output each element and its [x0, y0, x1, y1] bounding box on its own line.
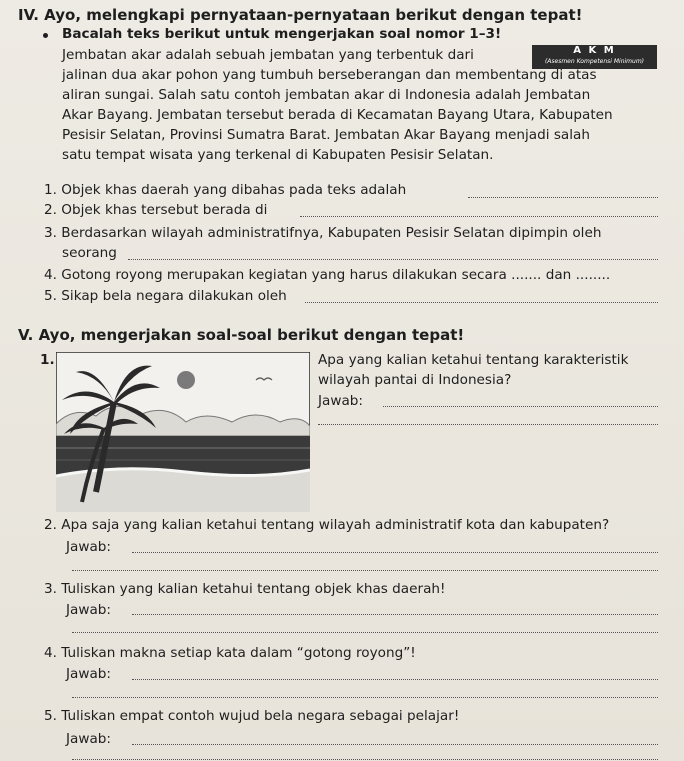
essay-question-3: 3. Tuliskan yang kalian ketahui tentang objek khas daerah! [44, 581, 446, 597]
fill-question-4-blank2[interactable]: ........ [575, 267, 611, 283]
essay-answer-line-5a[interactable] [132, 744, 658, 745]
essay-question-1-number: 1. [40, 352, 55, 368]
paragraph-line-1: Jembatan akar adalah sebuah jembatan yang terbentuk dari [62, 47, 474, 63]
akm-badge-title: A K M [573, 45, 616, 56]
paragraph-line-5: Pesisir Selatan, Provinsi Sumatra Barat. Jembatan Akar Bayang menjadi salah [62, 127, 590, 143]
paragraph-line-3: aliran sungai. Salah satu contoh jembatan akar di Indonesia adalah Jembatan [62, 87, 591, 103]
essay-question-5: 5. Tuliskan empat contoh wujud bela negara sebagai pelajar! [44, 708, 460, 724]
paragraph-line-2: jalinan dua akar pohon yang tumbuh berseberangan dan membentang di atas [62, 67, 597, 83]
essay-answer-label-1: Jawab: [318, 393, 363, 409]
essay-answer-label-2: Jawab: [66, 539, 111, 555]
essay-question-1-line-2: wilayah pantai di Indonesia? [318, 372, 512, 388]
beach-illustration-icon [56, 352, 310, 512]
fill-question-4-blank1[interactable]: ....... [511, 267, 542, 283]
answer-line-q4-1[interactable] [468, 197, 658, 198]
essay-answer-line-1b[interactable] [318, 424, 658, 425]
akm-badge-caption: (Asesmen Kompetensi Minimum) [544, 58, 645, 65]
essay-answer-line-2b[interactable] [72, 570, 658, 571]
essay-question-2: 2. Apa saja yang kalian ketahui tentang wilayah administratif kota dan kabupaten? [44, 517, 610, 533]
section-5-title: V. Ayo, mengerjakan soal-soal berikut dengan tepat! [18, 326, 465, 344]
answer-line-q4-3[interactable] [128, 259, 658, 260]
sun-icon [177, 371, 195, 389]
paragraph-line-4: Akar Bayang. Jembatan tersebut berada di Kecamatan Bayang Utara, Kabupaten [62, 107, 613, 123]
essay-answer-line-4b[interactable] [72, 697, 658, 698]
bullet-dot-icon [43, 33, 48, 38]
answer-line-q4-5[interactable] [305, 302, 658, 303]
fill-question-3: 3. Berdasarkan wilayah administratifnya, Kabupaten Pesisir Selatan dipimpin oleh [44, 225, 602, 241]
answer-line-q4-2[interactable] [300, 216, 658, 217]
essay-answer-line-3b[interactable] [72, 632, 658, 633]
essay-answer-label-3: Jawab: [66, 602, 111, 618]
essay-answer-label-4: Jawab: [66, 666, 111, 682]
paragraph-line-6: satu tempat wisata yang terkenal di Kabupaten Pesisir Selatan. [62, 147, 494, 163]
essay-answer-label-5: Jawab: [66, 731, 111, 747]
section-4-instruction: Bacalah teks berikut untuk mengerjakan soal nomor 1–3! [62, 26, 502, 42]
fill-question-4 [44, 265, 610, 285]
fill-question-5: 5. Sikap bela negara dilakukan oleh [44, 288, 287, 304]
fill-question-3-cont: seorang [62, 245, 117, 261]
fill-question-4-part2: dan [545, 267, 572, 283]
essay-answer-line-2a[interactable] [132, 552, 658, 553]
essay-question-4: 4. Tuliskan makna setiap kata dalam “gotong royong”! [44, 645, 416, 661]
essay-answer-line-4a[interactable] [132, 679, 658, 680]
fill-question-1: 1. Objek khas daerah yang dibahas pada teks adalah [44, 182, 407, 198]
fill-question-4-part1: 4. Gotong royong merupakan kegiatan yang harus dilakukan secara [44, 267, 507, 283]
essay-answer-line-1a[interactable] [383, 406, 658, 407]
essay-answer-line-3a[interactable] [132, 614, 658, 615]
section-4-title: IV. Ayo, melengkapi pernyataan-pernyataan berikut dengan tepat! [18, 6, 583, 24]
essay-question-1-line-1: Apa yang kalian ketahui tentang karakteristik [318, 352, 629, 368]
essay-answer-line-5b[interactable] [72, 759, 658, 760]
fill-question-2: 2. Objek khas tersebut berada di [44, 202, 268, 218]
